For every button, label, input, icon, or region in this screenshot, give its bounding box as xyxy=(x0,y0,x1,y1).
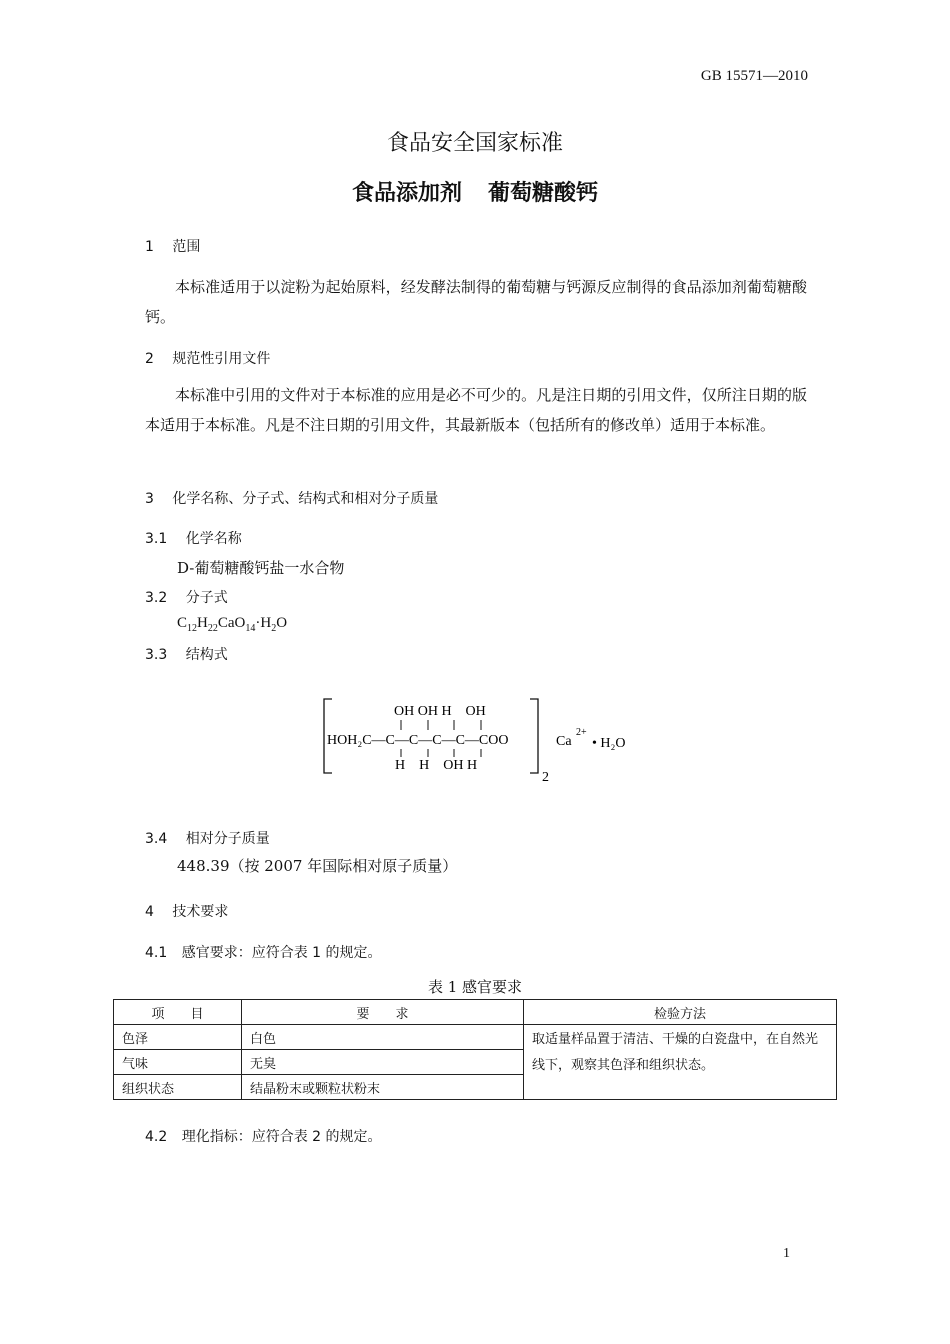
row-item: 色泽 xyxy=(114,1025,242,1050)
cation-charge: 2+ xyxy=(576,727,587,738)
row-requirement: 结晶粉末或颗粒状粉末 xyxy=(242,1075,524,1100)
section-number: 3.4 xyxy=(145,831,168,847)
molecular-formula: $C_{12}H_{22}CaO_{14}\cdot H_2O$ xyxy=(177,615,288,634)
section-3-4-heading xyxy=(145,828,270,848)
section-2-text: 本标准中引用的文件对于本标准的应用是必不可少的。凡是注日期的引用文件，仅所注日期的版本适用于本标准。凡是不注日期的引用文件，其最新版本（包括所有的修改单）适用于本标准。 xyxy=(145,386,807,434)
section-title: 感官要求：应符合表 1 的规定。 xyxy=(181,945,382,961)
section-title: 化学名称 xyxy=(185,531,242,547)
section-3-heading xyxy=(145,488,438,508)
header-requirement: 要 求 xyxy=(242,1000,524,1025)
document-title: 食品安全国家标准 xyxy=(386,131,563,156)
section-3-3-heading xyxy=(145,644,228,664)
chemical-name: D-葡萄糖酸钙盐一水合物 xyxy=(177,559,345,577)
bracket-subscript: 2 xyxy=(542,770,549,785)
section-title: 化学名称、分子式、结构式和相对分子质量 xyxy=(172,491,439,507)
header-item: 项 目 xyxy=(114,1000,242,1025)
hydrate: • H₂O xyxy=(592,736,626,751)
main-chain: HOH₂C—C—C—C—C—COO xyxy=(327,733,509,748)
section-number: 3 xyxy=(145,491,154,507)
row-requirement: 无臭 xyxy=(242,1050,524,1075)
inspection-method: 取适量样品置于清洁、干燥的白瓷盘中，在自然光线下，观察其色泽和组织状态。 xyxy=(524,1025,837,1100)
section-number: 4 xyxy=(145,904,154,920)
subtitle-part-1: 食品添加剂 xyxy=(351,181,462,206)
section-number: 4.2 xyxy=(145,1129,168,1145)
row-item: 气味 xyxy=(114,1050,242,1075)
structural-formula xyxy=(318,695,648,790)
section-1-text: 本标准适用于以淀粉为起始原料，经发酵法制得的葡萄糖与钙源反应制得的食品添加剂葡萄糖酸钙。 xyxy=(145,278,807,326)
section-2-heading xyxy=(145,348,270,368)
section-number: 3.1 xyxy=(145,531,168,547)
section-number: 3.3 xyxy=(145,647,168,663)
table-row xyxy=(114,1025,837,1050)
standard-code: GB 15571—2010 xyxy=(700,68,808,84)
section-3-2-heading xyxy=(145,587,228,607)
header-method: 检验方法 xyxy=(524,1000,837,1025)
section-3-1-heading xyxy=(145,528,242,548)
section-number: 3.2 xyxy=(145,590,168,606)
bottom-groups: H H OH H xyxy=(395,758,478,773)
cation: Ca xyxy=(556,734,572,749)
section-title: 结构式 xyxy=(185,647,228,663)
section-title: 技术要求 xyxy=(172,904,229,920)
section-title: 分子式 xyxy=(185,590,228,606)
section-4-1-heading xyxy=(145,942,382,962)
section-number: 4.1 xyxy=(145,945,168,961)
relative-molecular-mass: 448.39（按 2007 年国际相对原子质量） xyxy=(177,857,458,875)
subtitle-part-2: 葡萄糖酸钙 xyxy=(488,181,599,206)
document-subtitle xyxy=(0,176,950,207)
section-title: 相对分子质量 xyxy=(185,831,270,847)
table-header-row xyxy=(114,1000,837,1025)
section-title: 规范性引用文件 xyxy=(172,351,271,367)
section-4-heading xyxy=(145,901,228,921)
section-number: 1 xyxy=(145,239,154,255)
section-title: 范围 xyxy=(172,239,201,255)
table-1-caption: 表 1 感官要求 xyxy=(427,978,523,996)
row-item: 组织状态 xyxy=(114,1075,242,1100)
sensory-requirements-table xyxy=(113,999,837,1100)
top-groups: OH OH H OH xyxy=(394,704,486,719)
section-number: 2 xyxy=(145,351,154,367)
section-1-heading xyxy=(145,236,200,256)
right-bracket xyxy=(530,699,538,773)
section-title: 理化指标：应符合表 2 的规定。 xyxy=(181,1129,382,1145)
section-4-2-heading xyxy=(145,1126,382,1146)
page-number: 1 xyxy=(783,1246,790,1261)
row-requirement: 白色 xyxy=(242,1025,524,1050)
